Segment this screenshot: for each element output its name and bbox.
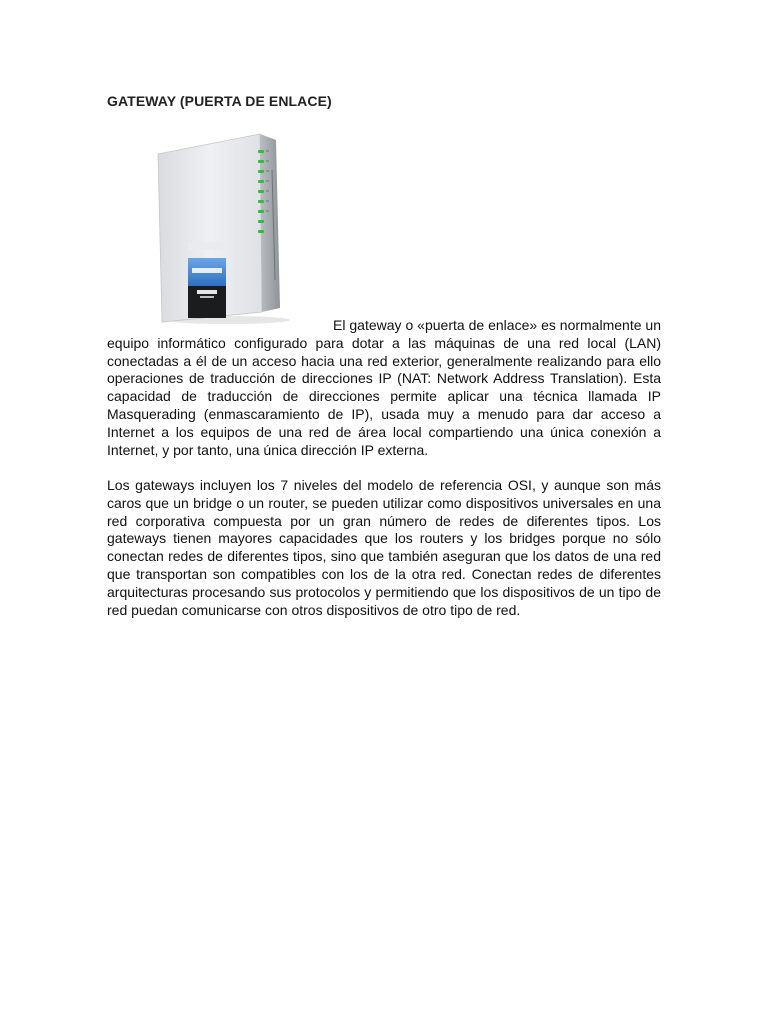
paragraph-2: Los gateways incluyen los 7 niveles del modelo de referencia OSI, y aunque son más caros que un bridge o un router, se pueden utilizar como dispositivos universales en una red corporativa compuesta por un gran número de redes de diferentes tipos. Los gateways tienen mayores capacidades que los routers y los bridges porque no sólo conectan redes de diferentes tipos, sino que también aseguran que los datos de una red que transportan son compatibles con los de la otra red. Conectan redes de diferentes arquitecturas procesando sus protocolos y permitiendo que los dispositivos de un tipo de red puedan comunicarse con otros dispositivos de otro tipo de red. — [107, 477, 661, 618]
document-title: GATEWAY (PUERTA DE ENLACE) — [107, 93, 332, 109]
paragraph-1: El gateway o «puerta de enlace» es normalmente un equipo informático configurado para dotar a las máquinas de una red local (LAN) conectadas a él de un acceso hacia una red exterior, generalmente realizando para ello operaciones de traducción de direcciones IP (NAT: Network Address Translation). Esta capacidad de traducción de direcciones permite aplicar una técnica llamada IP Masquerading (enmascaramiento de IP), usada muy a menudo para dar acceso a Internet a los equipos de una red de área local compartiendo una única conexión a Internet, y por tanto, una única dirección IP externa. — [107, 317, 661, 458]
gateway-router-icon — [150, 130, 295, 326]
